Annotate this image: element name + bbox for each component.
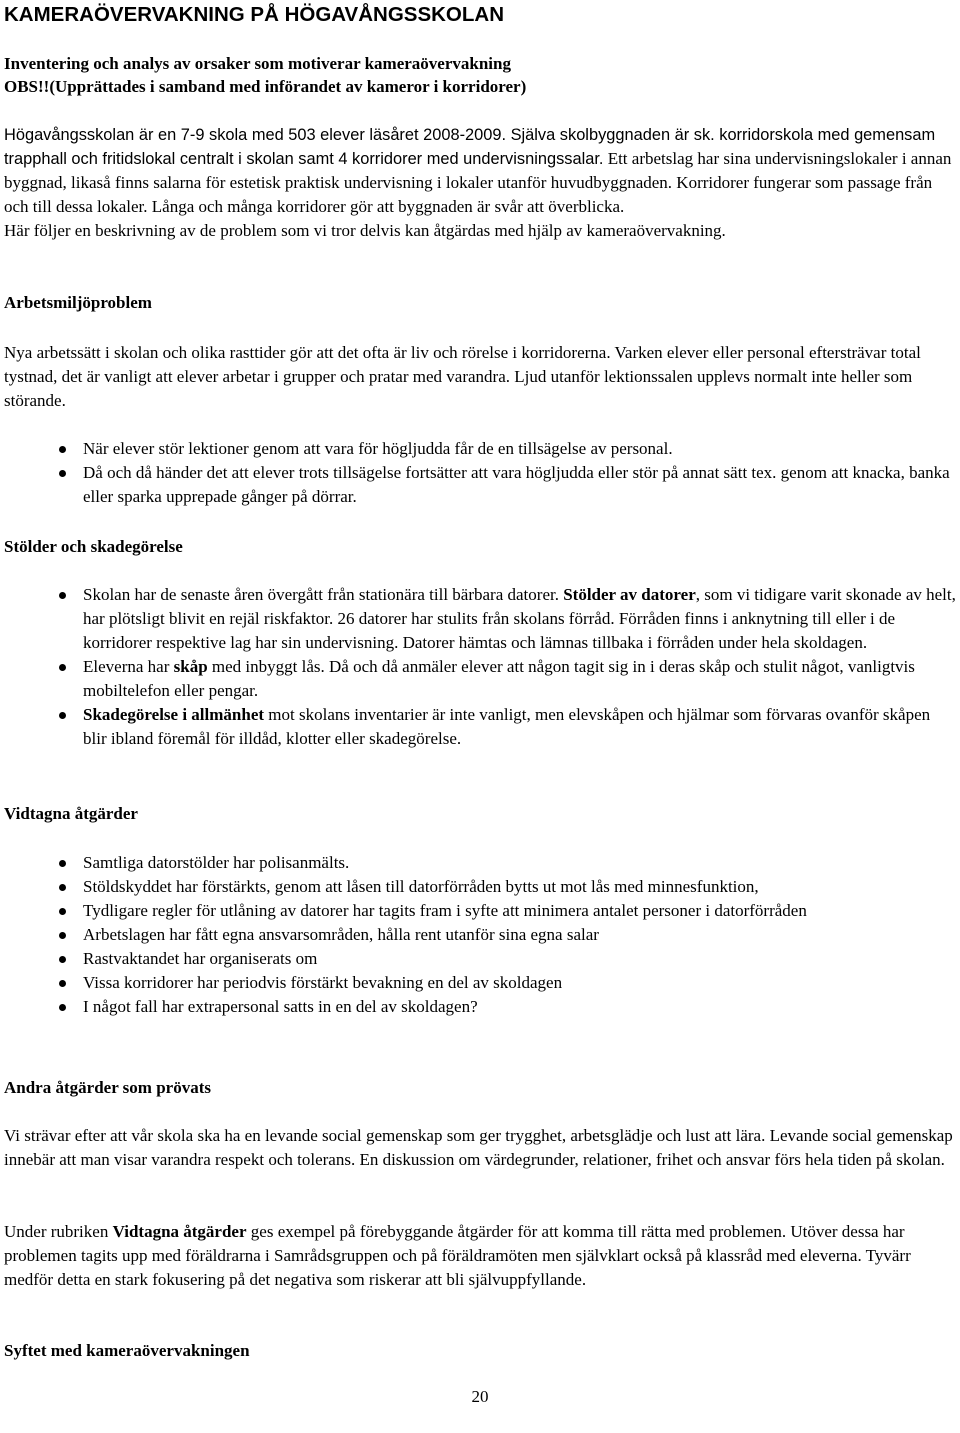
vidtagna-list: [4, 851, 956, 1019]
bullet-icon: [59, 860, 66, 867]
list-item: I något fall har extrapersonal satts in en del av skoldagen?: [4, 995, 956, 1019]
heading-arbetsmiljoproblem: Arbetsmiljöproblem: [4, 293, 152, 312]
intro-text-a: Högavångsskolan är en 7-9 skola med 503 elever läsåret 2008-2009. Själva skolbyggnaden är sk. korridorskola med gemensam trapphall och fritidslokal centralt i skolan samt 4 korridorer med undervisningssalar.: [4, 126, 936, 168]
subtitle: [4, 52, 526, 98]
list-item: Rastvaktandet har organiserats om: [4, 947, 956, 971]
subtitle-line-2: OBS!!(Upprättades i samband med införandet av kameror i korridorer): [4, 77, 527, 96]
list-item: Stöldskyddet har förstärkts, genom att låsen till datorförråden bytts ut mot lås med minnesfunktion,: [4, 875, 956, 899]
list-item: Då och då händer det att elever trots tillsägelse fortsätter att vara högljudda eller stör på annat sätt tex. genom att knacka, banka eller sparka upprepade gånger på dörrar.: [4, 461, 956, 509]
page-title: KAMERAÖVERVAKNING PÅ HÖGAVÅNGSSKOLAN: [4, 3, 505, 26]
bullet-icon: [59, 712, 66, 719]
subtitle-line-1: Inventering och analys av orsaker som motiverar kameraövervakning: [4, 54, 511, 73]
intro-text-b: Ett arbetslag har sina undervisningslokaler i annan byggnad, likaså finns salarna för estetisk praktisk undervisning i lokaler utanför huvudbyggnaden. Korridorer fungerar som passage från och till dessa lokaler. Långa och många korridorer gör att byggnaden är svår att överblicka.: [4, 149, 952, 216]
intro-paragraph: [4, 123, 956, 243]
stolder-list: [4, 583, 956, 751]
arbetsmiljo-paragraph: Nya arbetssätt i skolan och olika rasttider gör att det ofta är liv och rörelse i korridorerna. Varken elever eller personal eftersträvar total tystnad, det är vanligt att elever arbetar i grupper och pratar med varandra. Ljud utanför lektionssalen upplevs normalt inte heller som störande.: [4, 343, 921, 410]
bullet-icon: [59, 470, 66, 477]
andra-paragraph-2: Under rubriken Vidtagna åtgärder ges exempel på förebyggande åtgärder för att komma till rätta med problemen. Utöver dessa har problemen tagits upp med föräldrarna i Samrådsgruppen och på föräldramöten men självklart också på klassråd med eleverna. Tyvärr medför detta en stark fokusering på det negativa som riskerar att bli självuppfyllande.: [4, 1222, 911, 1289]
bullet-icon: [59, 446, 66, 453]
list-item: Skadegörelse i allmänhet mot skolans inventarier är inte vanligt, men elevskåpen och hjälmar som förvaras ovanför skåpen blir ibland föremål för illdåd, klotter eller skadegörelse.: [4, 703, 956, 751]
list-item: Arbetslagen har fått egna ansvarsområden, hålla rent utanför sina egna salar: [4, 923, 956, 947]
bullet-icon: [59, 592, 66, 599]
list-item: Vissa korridorer har periodvis förstärkt bevakning en del av skoldagen: [4, 971, 956, 995]
bullet-icon: [59, 908, 66, 915]
bullet-icon: [59, 884, 66, 891]
heading-andra: Andra åtgärder som prövats: [4, 1078, 211, 1097]
andra-paragraph-1: Vi strävar efter att vår skola ska ha en levande social gemenskap som ger trygghet, arbetsglädje och lust att lära. Levande social gemenskap innebär att man visar varandra respekt och tolerans. En diskussion om värdegrunder, relationer, frihet och ansvar förs hela tiden på skolan.: [4, 1126, 953, 1169]
list-item: Eleverna har skåp med inbyggt lås. Då och då anmäler elever att någon tagit sig in i deras skåp och stulit något, vanligtvis mobiltelefon eller pengar.: [4, 655, 956, 703]
bullet-icon: [59, 980, 66, 987]
heading-stolder: Stölder och skadegörelse: [4, 537, 183, 556]
bullet-icon: [59, 956, 66, 963]
arbetsmiljo-list: [4, 437, 956, 509]
list-item: När elever stör lektioner genom att vara för högljudda får de en tillsägelse av personal.: [4, 437, 956, 461]
heading-vidtagna: Vidtagna åtgärder: [4, 804, 138, 823]
intro-text-c: Här följer en beskrivning av de problem som vi tror delvis kan åtgärdas med hjälp av kameraövervakning.: [4, 221, 726, 240]
bullet-icon: [59, 932, 66, 939]
list-item: Samtliga datorstölder har polisanmälts.: [4, 851, 956, 875]
list-item: Tydligare regler för utlåning av datorer har tagits fram i syfte att minimera antalet personer i datorförråden: [4, 899, 956, 923]
page-number: 20: [471, 1387, 489, 1406]
bullet-icon: [59, 1004, 66, 1011]
list-item: Skolan har de senaste åren övergått från stationära till bärbara datorer. Stölder av datorer, som vi tidigare varit skonade av helt, har plötsligt blivit en rejäl riskfaktor. 26 datorer har stulits från skolans förråd. Förråden finns i anknytning till eller i de korridorer respektive lag har sin undervisning. Datorer hämtas och lämnas tillbaka i förråden under hela skoldagen.: [4, 583, 956, 655]
bullet-icon: [59, 664, 66, 671]
heading-syftet: Syftet med kameraövervakningen: [4, 1341, 250, 1360]
